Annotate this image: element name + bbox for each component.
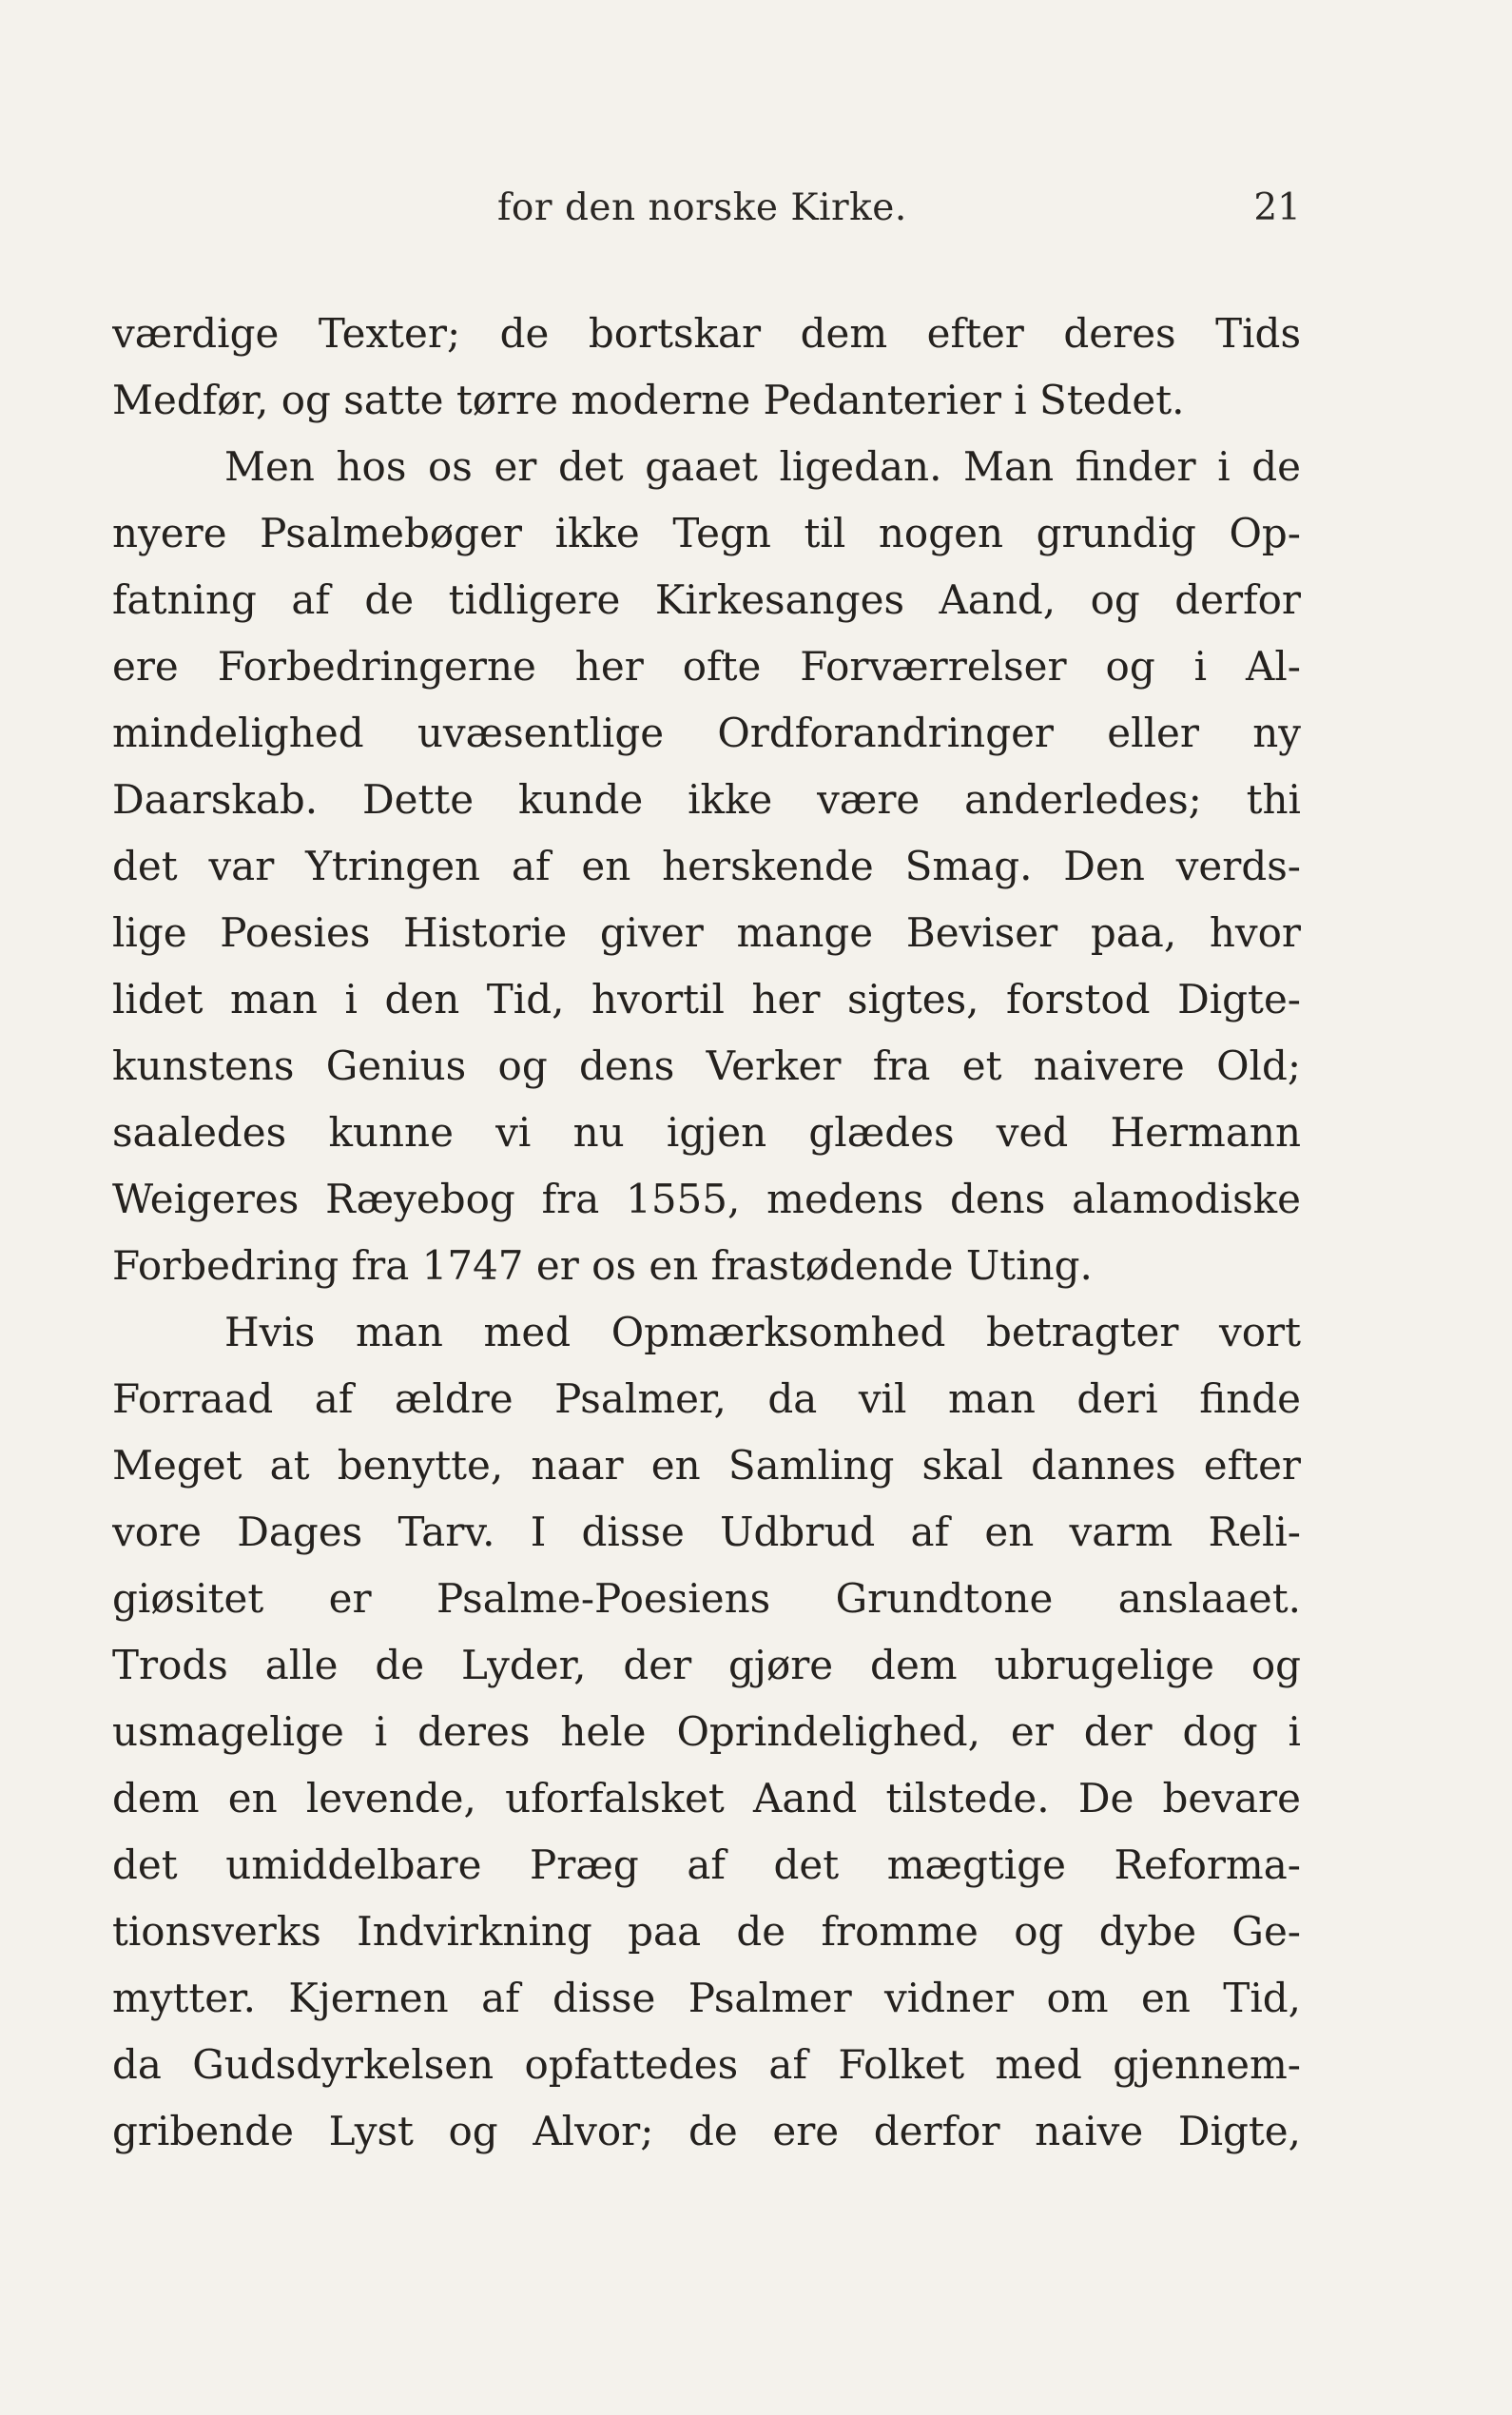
text-line: Forraad af ældre Psalmer, da vil man deri finde xyxy=(112,1375,1301,1422)
text-line: dem en levende, uforfalsket Aand tilstede. De bevare xyxy=(112,1775,1301,1821)
text-line: Trods alle de Lyder, der gjøre dem ubrugelige og xyxy=(112,1642,1301,1688)
text-line: lige Poesies Historie giver mange Beviser paa, hvor xyxy=(112,909,1301,956)
text-line: vore Dages Tarv. I disse Udbrud af en varm Reli- xyxy=(112,1509,1301,1555)
text-line: mindelighed uvæsentlige Ordforandringer eller ny xyxy=(112,710,1301,756)
body-text xyxy=(112,301,1301,2165)
paragraph-first-line: Hvis man med Opmærksomhed betragter vort xyxy=(224,1309,1301,1355)
text-line: Medfør, og satte tørre moderne Pedanterier i Stedet. xyxy=(112,377,1185,423)
text-line: mytter. Kjernen af disse Psalmer vidner om en Tid, xyxy=(112,1975,1301,2021)
text-line: Weigeres Ræyebog fra 1555, medens dens alamodiske xyxy=(112,1176,1301,1222)
text-line: gribende Lyst og Alvor; de ere derfor naive Digte, xyxy=(112,2108,1301,2154)
text-line: nyere Psalmebøger ikke Tegn til nogen grundig Op- xyxy=(112,510,1301,556)
paragraph-first-line: Men hos os er det gaaet ligedan. Man finder i de xyxy=(224,443,1301,490)
text-line: tionsverks Indvirkning paa de fromme og dybe Ge- xyxy=(112,1908,1301,1955)
text-line: usmagelige i deres hele Oprindelighed, er der dog i xyxy=(112,1708,1301,1755)
text-line: det var Ytringen af en herskende Smag. Den verds- xyxy=(112,843,1301,889)
text-line: ere Forbedringerne her ofte Forværrelser og i Al- xyxy=(112,643,1301,690)
text-line: fatning af de tidligere Kirkesanges Aand, og derfor xyxy=(112,576,1301,623)
text-line: Meget at benytte, naar en Samling skal dannes efter xyxy=(112,1442,1301,1489)
text-line: lidet man i den Tid, hvortil her sigtes, forstod Digte- xyxy=(112,976,1301,1022)
text-line: da Gudsdyrkelsen opfattedes af Folket med gjennem- xyxy=(112,2041,1301,2088)
running-title: for den norske Kirke. xyxy=(497,186,907,229)
text-line: værdige Texter; de bortskar dem efter deres Tids xyxy=(112,310,1301,357)
text-line: Daarskab. Dette kunde ikke være anderledes; thi xyxy=(112,776,1301,823)
page-number: 21 xyxy=(1253,186,1301,229)
text-line: saaledes kunne vi nu igjen glædes ved Hermann xyxy=(112,1109,1301,1156)
text-line: kunstens Genius og dens Verker fra et naivere Old; xyxy=(112,1042,1301,1089)
running-head xyxy=(112,186,1301,236)
text-line: det umiddelbare Præg af det mægtige Reforma- xyxy=(112,1841,1301,1888)
text-line: giøsitet er Psalme-Poesiens Grundtone anslaaet. xyxy=(112,1575,1301,1622)
text-line: Forbedring fra 1747 er os en frastødende Uting. xyxy=(112,1242,1093,1289)
